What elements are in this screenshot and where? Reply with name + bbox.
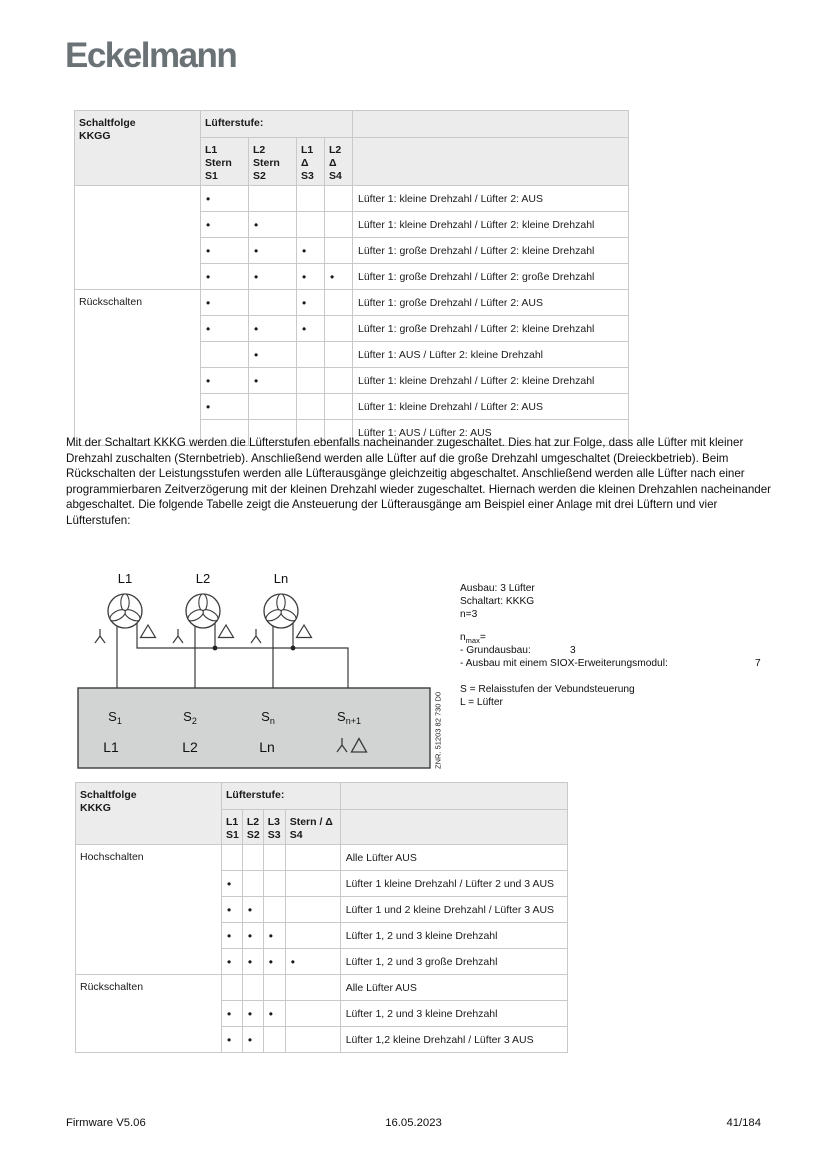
section-label-cell: Rückschalten — [75, 290, 201, 446]
table-title-cell: Schaltfolge KKKG — [76, 783, 222, 845]
junction-dot — [213, 646, 218, 651]
dot-cell: • — [263, 949, 285, 975]
note-value: 3 — [570, 645, 576, 656]
junction-dot — [291, 646, 296, 651]
svg-text:Ln: Ln — [273, 571, 289, 586]
column-group-header: Lüfterstufe: — [201, 111, 353, 138]
description-cell: Alle Lüfter AUS — [340, 975, 567, 1001]
dot-cell: • — [222, 923, 243, 949]
column-header-cell: Stern / Δ S4 — [285, 810, 340, 845]
dot-cell — [249, 186, 297, 212]
dot-cell — [285, 845, 340, 871]
dot-cell: • — [201, 394, 249, 420]
svg-text:L2: L2 — [195, 571, 211, 586]
svg-text:Sn: $S_n$ — [261, 709, 275, 726]
dot-cell: • — [201, 212, 249, 238]
column-header-cell: L3 S3 — [263, 810, 285, 845]
description-cell: Lüfter 1: kleine Drehzahl / Lüfter 2: AUS — [353, 186, 629, 212]
dot-cell — [325, 316, 353, 342]
dot-cell: • — [222, 897, 243, 923]
empty-header-cell — [340, 783, 567, 810]
fan-wiring-diagram — [66, 566, 456, 780]
svg-text:L2: L2 — [182, 739, 198, 755]
dot-cell — [297, 212, 325, 238]
footer-date: 16.05.2023 — [385, 1117, 442, 1129]
dot-cell — [242, 845, 263, 871]
dot-cell — [325, 238, 353, 264]
dot-cell — [297, 186, 325, 212]
note-legend-line: L = Lüfter — [460, 697, 503, 708]
dot-cell — [285, 1001, 340, 1027]
fan-l1-icon — [95, 571, 156, 643]
column-header-cell: L2 S2 — [242, 810, 263, 845]
dot-cell — [263, 1027, 285, 1053]
dot-cell: • — [249, 342, 297, 368]
dot-cell — [285, 923, 340, 949]
note-item: - Grundausbau: 3 — [460, 645, 576, 656]
column-header-cell: L1 S1 — [222, 810, 243, 845]
empty-header-cell — [353, 138, 629, 186]
dot-cell — [222, 975, 243, 1001]
footer-firmware-version: Firmware V5.06 — [66, 1117, 146, 1129]
diagram-notes — [460, 582, 765, 709]
dot-cell — [297, 394, 325, 420]
dot-cell: • — [201, 316, 249, 342]
table-header-row — [76, 783, 568, 810]
wye-symbol-icon — [95, 629, 105, 643]
znr-label: ZNR. 51203 82 730 D0 — [433, 691, 443, 769]
dot-cell — [263, 845, 285, 871]
dot-cell: • — [201, 368, 249, 394]
note-line: Schaltart: KKKG — [460, 596, 535, 607]
dot-cell — [242, 975, 263, 1001]
dot-cell — [285, 897, 340, 923]
dot-cell: • — [222, 949, 243, 975]
description-cell: Lüfter 1 und 2 kleine Drehzahl / Lüfter 3 AUS — [340, 897, 567, 923]
description-cell: Lüfter 1: große Drehzahl / Lüfter 2: AUS — [353, 290, 629, 316]
footer-page-number: 41/184 — [726, 1117, 761, 1129]
description-cell: Lüfter 1: große Drehzahl / Lüfter 2: kleine Drehzahl — [353, 238, 629, 264]
dot-cell — [201, 342, 249, 368]
description-cell: Lüfter 1: kleine Drehzahl / Lüfter 2: AUS — [353, 394, 629, 420]
note-value: 7 — [755, 658, 761, 669]
column-header-cell: L2 Δ S4 — [325, 138, 353, 186]
delta-symbol-icon — [297, 625, 312, 638]
description-cell: Lüfter 1, 2 und 3 große Drehzahl — [340, 949, 567, 975]
eckelmann-logo: Eckelmann — [65, 36, 237, 75]
fan-ln-icon — [251, 571, 312, 643]
description-cell: Lüfter 1,2 kleine Drehzahl / Lüfter 3 AUS — [340, 1027, 567, 1053]
dot-cell: • — [249, 368, 297, 394]
body-paragraph: Mit der Schaltart KKKG werden die Lüfterstufen ebenfalls nacheinander zugeschaltet. Dies hat zur Folge, dass alle Lüfter mit kleiner Drehzahl zuschalten (Sternbetrieb). Anschließend werden alle Lüfter auf die große Drehzahl umgeschaltet (Dreieckbetrieb). Beim Rückschalten der Leistungsstufen werden alle Lüfterausgänge gleichzeitig abgeschaltet. Anschließend werden alle Lüfter nach einer programmierbaren Zeitverzögerung mit der kleinen Drehzahl wieder zugeschaltet. Hiernach werden die kleinen Drehzahlen nacheinander abgeschaltet. Die folgende Tabelle zeigt die Ansteuerung der Lüfterausgänge am Beispiel einer Anlage mit drei Lüftern und vier Lüfterstufen: — [66, 436, 772, 527]
note-nmax-line: $n_{max}=$ — [460, 632, 486, 646]
dot-cell — [285, 1027, 340, 1053]
dot-cell: • — [242, 923, 263, 949]
dot-cell: • — [222, 1001, 243, 1027]
table-row — [75, 186, 629, 212]
note-legend-line: S = Relaisstufen der Vebundsteuerung — [460, 684, 635, 695]
dot-cell: • — [297, 290, 325, 316]
kkkg-switching-table — [75, 782, 568, 1053]
dot-cell — [285, 871, 340, 897]
dot-cell: • — [201, 238, 249, 264]
dot-cell: • — [325, 264, 353, 290]
delta-symbol-icon — [219, 625, 234, 638]
table-title-cell: Schaltfolge KKGG — [75, 111, 201, 186]
wye-symbol-icon — [251, 629, 261, 643]
dot-cell — [297, 368, 325, 394]
empty-header-cell — [340, 810, 567, 845]
dot-cell — [242, 871, 263, 897]
dot-cell — [249, 394, 297, 420]
svg-text:L1: L1 — [103, 739, 119, 755]
dot-cell — [325, 186, 353, 212]
description-cell: Lüfter 1: große Drehzahl / Lüfter 2: kleine Drehzahl — [353, 316, 629, 342]
svg-text:L1: L1 — [117, 571, 133, 586]
dot-cell: • — [201, 290, 249, 316]
dot-cell: • — [201, 186, 249, 212]
dot-cell — [249, 290, 297, 316]
dot-cell — [263, 871, 285, 897]
note-item: - Ausbau mit einem SIOX-Erweiterungsmodul: 7 — [460, 658, 761, 669]
dot-cell: • — [222, 1027, 243, 1053]
empty-header-cell — [353, 111, 629, 138]
dot-cell: • — [263, 923, 285, 949]
description-cell: Lüfter 1: große Drehzahl / Lüfter 2: große Drehzahl — [353, 264, 629, 290]
table-header-row — [75, 111, 629, 138]
svg-text:Sn+1: $S_{n+1}$ — [337, 709, 361, 726]
controller-box — [78, 688, 430, 768]
section-label-cell: Rückschalten — [76, 975, 222, 1053]
table-row — [76, 975, 568, 1001]
description-cell: Lüfter 1, 2 und 3 kleine Drehzahl — [340, 923, 567, 949]
description-cell: Lüfter 1: AUS / Lüfter 2: AUS — [353, 420, 629, 446]
dot-cell: • — [249, 264, 297, 290]
svg-text:Ln: Ln — [259, 739, 275, 755]
dot-cell: • — [242, 1027, 263, 1053]
dot-cell: • — [222, 871, 243, 897]
section-label-cell: Hochschalten — [76, 845, 222, 975]
note-line: Ausbau: 3 Lüfter — [460, 583, 535, 594]
dot-cell — [222, 845, 243, 871]
description-cell: Lüfter 1, 2 und 3 kleine Drehzahl — [340, 1001, 567, 1027]
dot-cell: • — [242, 1001, 263, 1027]
table-row — [75, 290, 629, 316]
kkgg-switching-table — [74, 110, 629, 446]
section-label-cell — [75, 186, 201, 290]
dot-cell: • — [201, 264, 249, 290]
delta-symbol-icon — [141, 625, 156, 638]
column-group-header: Lüfterstufe: — [222, 783, 341, 810]
dot-cell — [325, 290, 353, 316]
dot-cell: • — [242, 897, 263, 923]
dot-cell — [263, 897, 285, 923]
wye-symbol-icon — [173, 629, 183, 643]
dot-cell — [325, 342, 353, 368]
note-line: n=3 — [460, 609, 478, 620]
table-row — [76, 845, 568, 871]
dot-cell: • — [297, 264, 325, 290]
dot-cell: • — [249, 316, 297, 342]
description-cell: Lüfter 1: kleine Drehzahl / Lüfter 2: kleine Drehzahl — [353, 212, 629, 238]
dot-cell — [297, 342, 325, 368]
column-header-cell: L1 Δ S3 — [297, 138, 325, 186]
svg-text:S2: $S_2$ — [183, 709, 197, 726]
fan-l2-icon — [173, 571, 234, 643]
dot-cell: • — [285, 949, 340, 975]
description-cell: Lüfter 1: kleine Drehzahl / Lüfter 2: kleine Drehzahl — [353, 368, 629, 394]
dot-cell — [325, 368, 353, 394]
description-cell: Lüfter 1 kleine Drehzahl / Lüfter 2 und 3 AUS — [340, 871, 567, 897]
dot-cell — [325, 212, 353, 238]
svg-text:S1: $S_1$ — [108, 709, 122, 726]
column-header-cell: L1 Stern S1 — [201, 138, 249, 186]
dot-cell — [263, 975, 285, 1001]
dot-cell: • — [263, 1001, 285, 1027]
dot-cell: • — [297, 316, 325, 342]
dot-cell — [325, 394, 353, 420]
dot-cell: • — [242, 949, 263, 975]
dot-cell: • — [249, 212, 297, 238]
column-header-cell: L2 Stern S2 — [249, 138, 297, 186]
dot-cell: • — [297, 238, 325, 264]
description-cell: Alle Lüfter AUS — [340, 845, 567, 871]
dot-cell: • — [249, 238, 297, 264]
dot-cell — [285, 975, 340, 1001]
description-cell: Lüfter 1: AUS / Lüfter 2: kleine Drehzahl — [353, 342, 629, 368]
